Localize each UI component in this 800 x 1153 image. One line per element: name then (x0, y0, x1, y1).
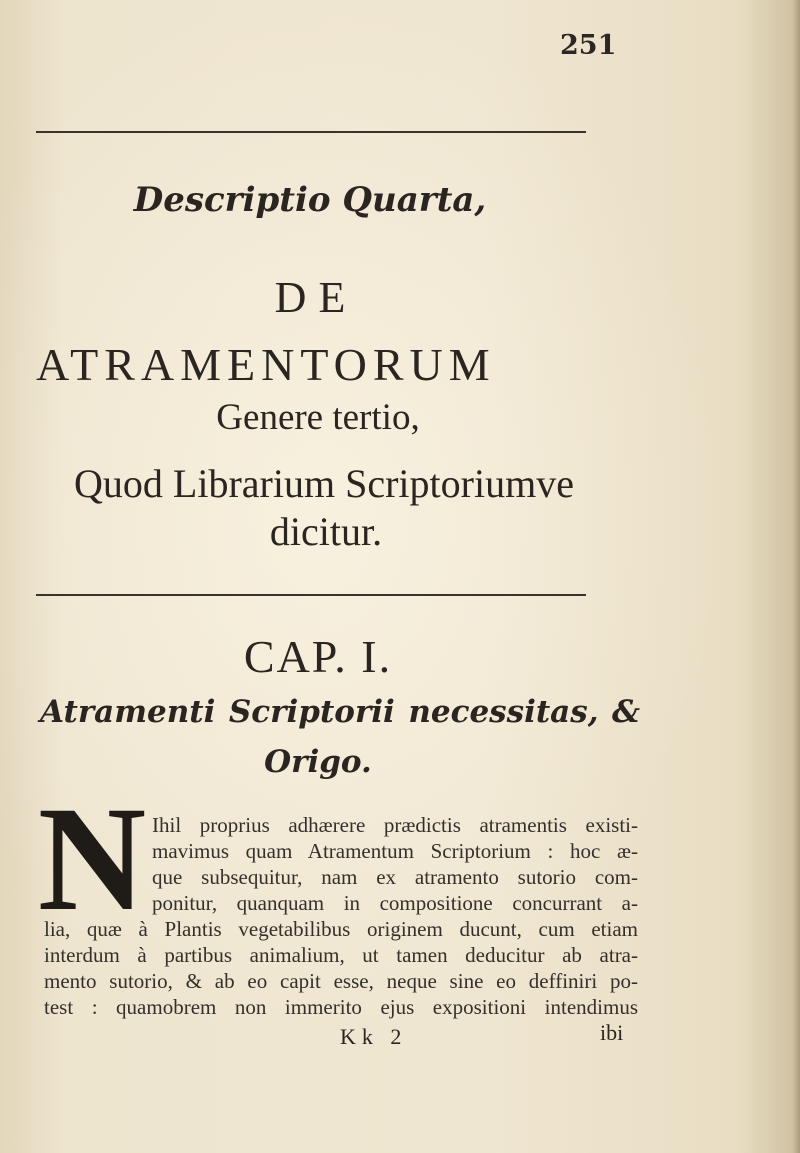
text-line: mento sutorio, & ab eo capit esse, neque sine eo deffiniri po- (44, 969, 638, 993)
full-width-paragraph (44, 916, 638, 1020)
text-line: lia, quæ à Plantis vegetabilibus originem ducunt, cum etiam (44, 917, 638, 941)
chapter-subtitle-line2: Origo. (264, 744, 372, 780)
page-edge-shadow (792, 0, 800, 1153)
text-line: test : quamobrem non immerito ejus expositioni intendimus (44, 995, 638, 1019)
text-line: ponitur, quanquam in compositione concurrant a- (152, 891, 638, 915)
signature-mark: Kk 2 (340, 1024, 408, 1049)
genere-line: Genere tertio, (216, 397, 420, 438)
de-heading: DE (274, 273, 358, 322)
chapter-number: CAP. I. (243, 631, 393, 682)
dicitur-line: dicitur. (269, 509, 383, 554)
atramentorum-heading: ATRAMENTORUM (36, 339, 496, 390)
descriptio-heading: Descriptio Quarta, (133, 180, 487, 220)
text-line: interdum à partibus animalium, ut tamen deducitur ab atra- (44, 943, 638, 967)
indented-paragraph (152, 812, 638, 916)
text-line: mavimus quam Atramentum Scriptorium : hoc æ- (152, 839, 638, 863)
text-line: que subsequitur, nam ex atramento sutorio com- (152, 865, 638, 889)
drop-cap: N (37, 776, 147, 942)
page-number: 251 (560, 30, 617, 61)
text-line: Ihil proprius adhærere prædictis atramentis existi- (152, 813, 638, 837)
catchword: ibi (600, 1020, 624, 1045)
middle-rule (36, 594, 586, 596)
top-rule (36, 131, 586, 133)
quod-line: Quod Librarium Scriptoriumve (74, 461, 574, 506)
chapter-subtitle-line1: Atramenti Scriptorii necessitas, & (40, 694, 640, 730)
